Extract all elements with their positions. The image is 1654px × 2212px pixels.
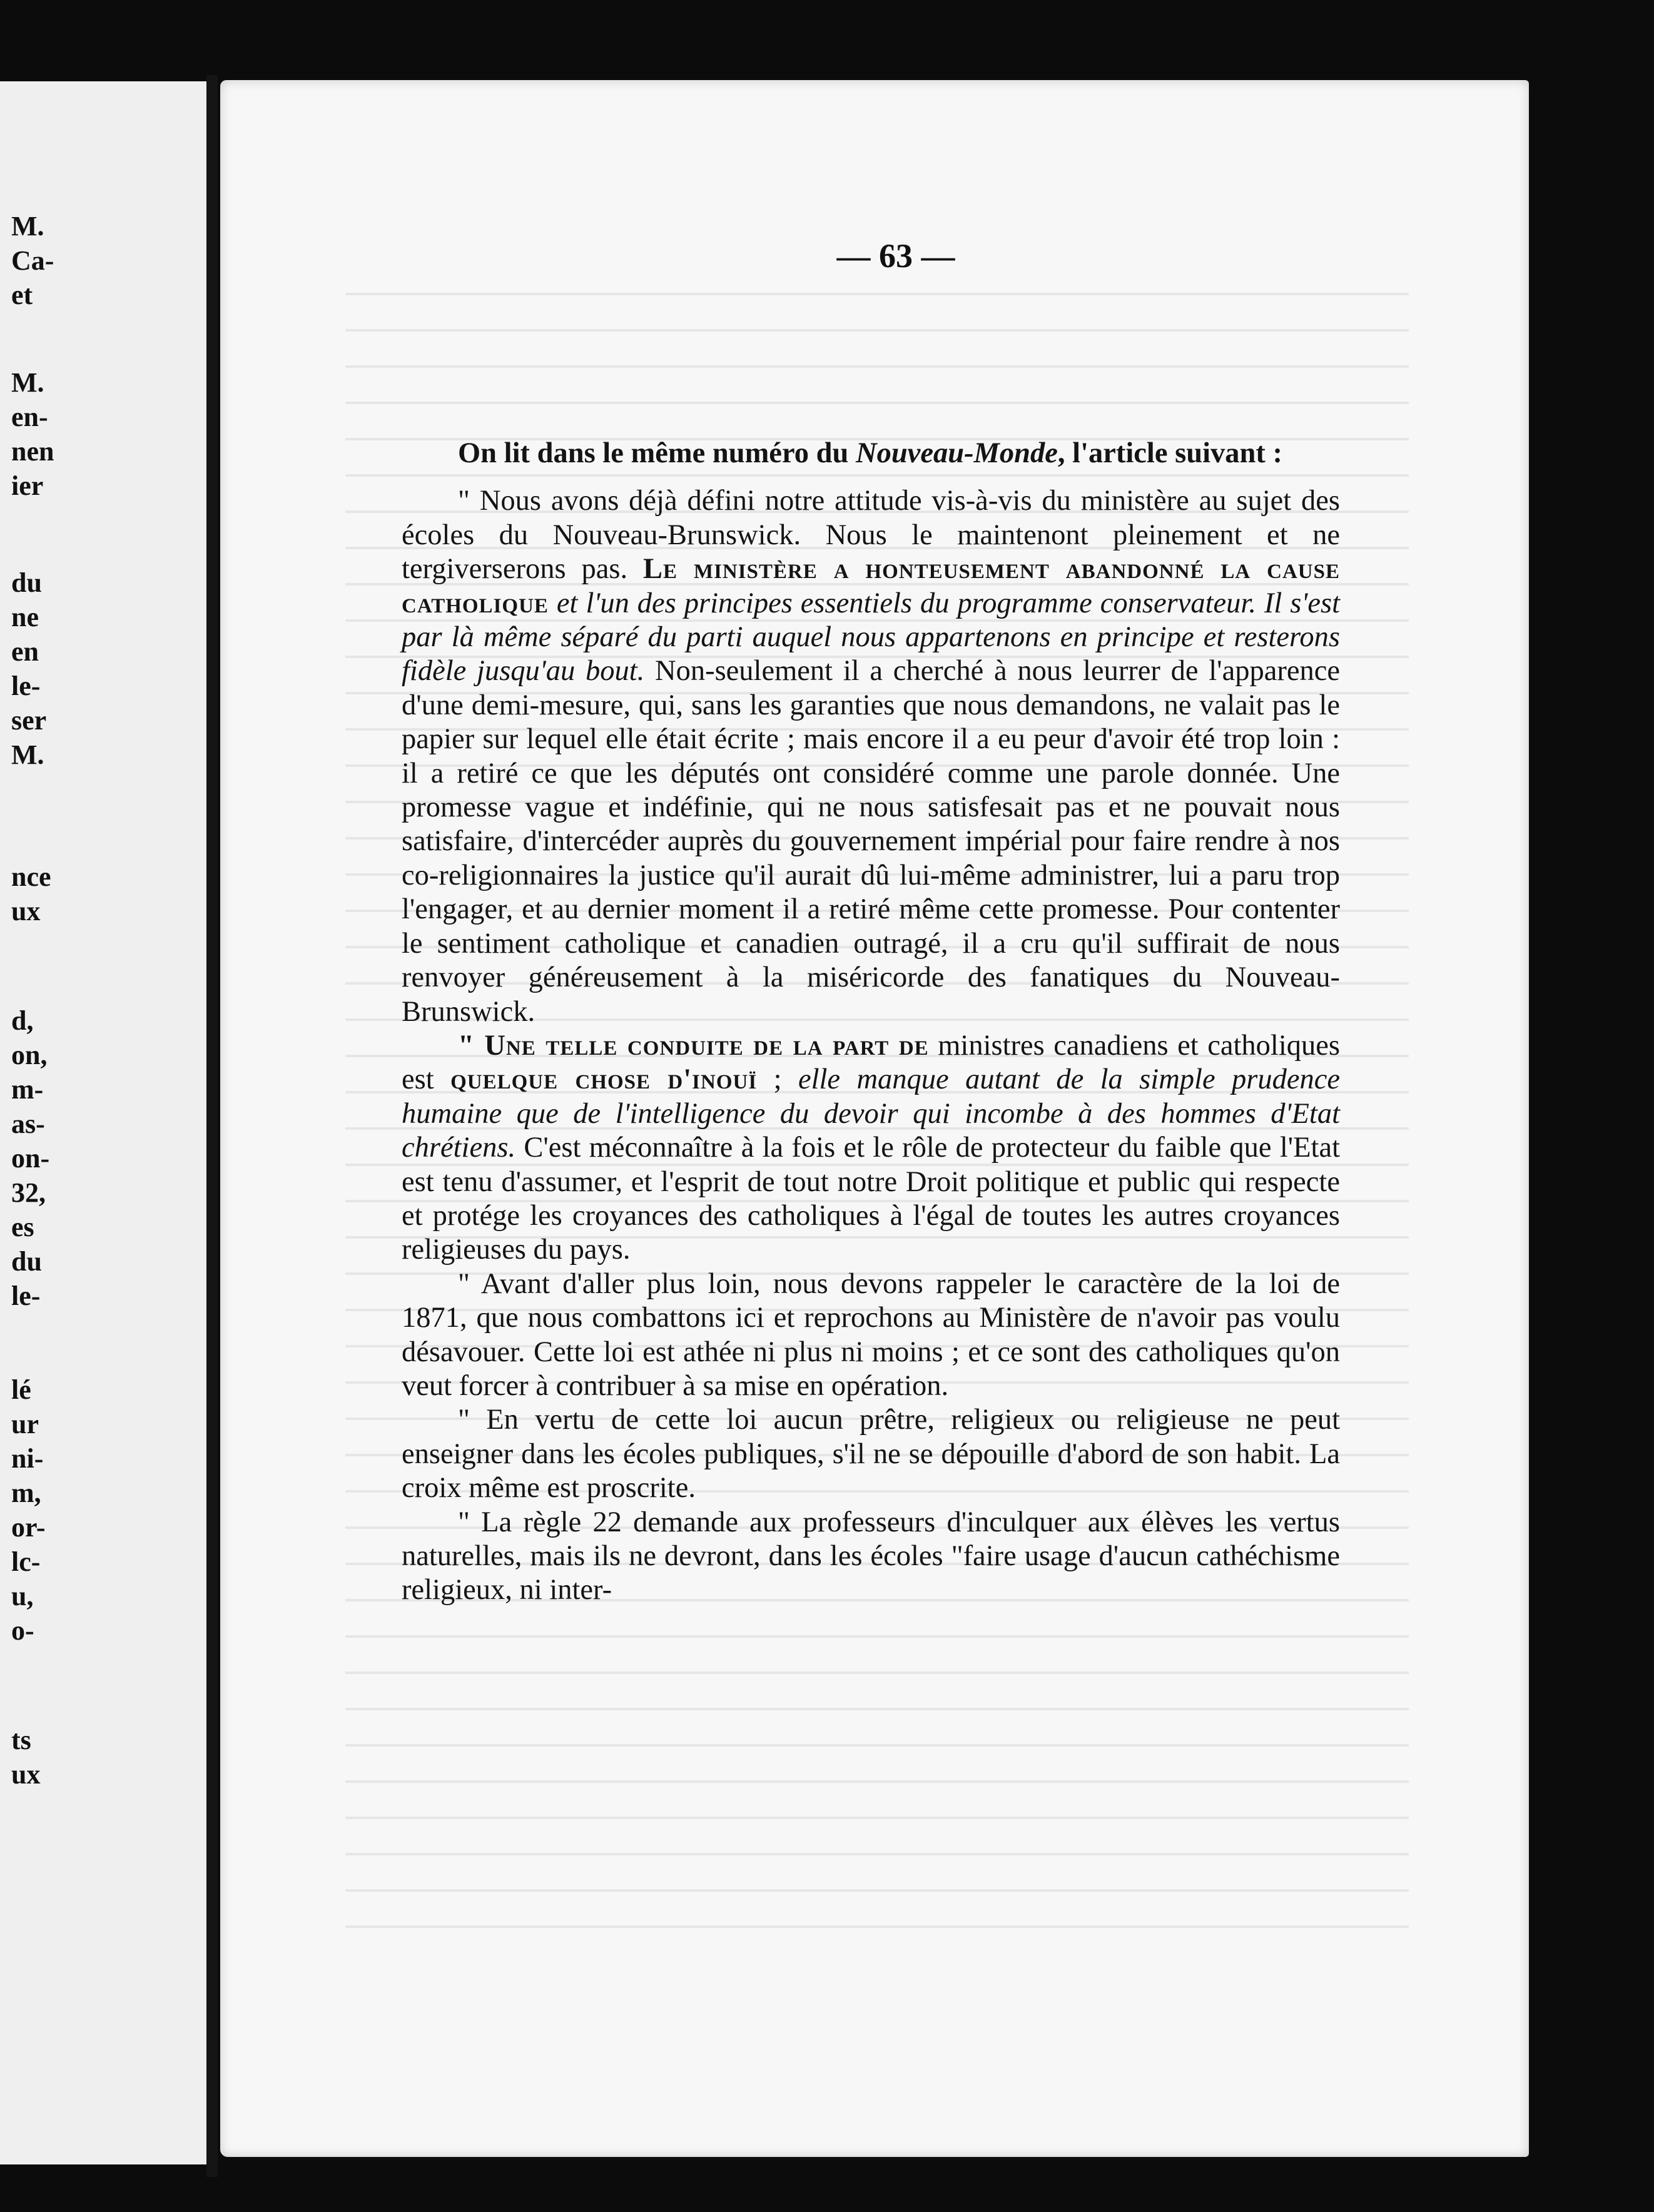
facing-page-fragment: o- bbox=[11, 1615, 34, 1646]
facing-page-fragment: d, bbox=[11, 1005, 34, 1036]
quote-paragraph-1: " Nous avons déjà défini notre attitude vis-à-vis du ministère au sujet des écoles du Nouveau-Brunswick. Nous le maintenont pleinement et ne tergiverserons pas. Le ministère a honteusement abandonné la cause catholique et l'un des principes essentiels du programme conservateur. Il s'est par là même séparé du parti auquel nous appartenons en principe et resterons fidèle jusqu'au bout. Non-seulement il a cherché à nous leurrer de l'apparence d'une demi-mesure, qui, sans les garanties que nous demandons, ne valait pas le papier sur lequel elle était écrite ; mais encore il a eu peur d'avoir été trop loin : il a retiré ce que les députés ont considéré comme une parole donnée. Une promesse vague et indéfinie, qui ne nous satisfesait pas et ne pouvait nous satisfaire, d'intercéder auprès du gouvernement impérial pour faire rendre à nos co-religionnaires la justice qu'il aurait dû lui-même administrer, lui a paru trop l'engager, et au dernier moment il a retiré même cette promesse. Pour contenter le sentiment catholique et canadien outragé, il a cru qu'il suffirait de nous renvoyer généreusement à la miséricorde des fanatiques du Nouveau-Brunswick. bbox=[402, 485, 1340, 1028]
facing-page-fragment: ni- bbox=[11, 1443, 44, 1474]
facing-page-fragment: nce bbox=[11, 861, 51, 892]
facing-page-fragment: m, bbox=[11, 1478, 41, 1508]
facing-page-fragment: lé bbox=[11, 1374, 31, 1405]
newspaper-title: Nouveau-Monde bbox=[855, 437, 1058, 469]
page-body bbox=[402, 437, 1340, 1608]
facing-page-edge bbox=[0, 81, 210, 2164]
facing-page-fragment: du bbox=[11, 567, 42, 598]
facing-page-fragment: or- bbox=[11, 1512, 46, 1543]
facing-page-fragment: lc- bbox=[11, 1546, 41, 1577]
facing-page-fragment: Ca- bbox=[11, 245, 54, 276]
quote-paragraph-2: " Une telle conduite de la part de ministres canadiens et catholiques est quelque chose d'inouï ; elle manque autant de la simple prudence humaine que de l'intelligence du devoir qui incombe à des hommes d'Etat chrétiens. C'est méconnaître à la fois et le rôle de protecteur du faible que l'Etat est tenu d'assumer, et l'esprit de tout notre Droit politique et public qui respecte et protége les croyances des catholiques à l'égal de toutes les autres croyances religieuses du pays. bbox=[402, 1029, 1340, 1266]
facing-page-fragment: ser bbox=[11, 705, 47, 736]
facing-page-fragment: nen bbox=[11, 436, 54, 467]
facing-page-fragment: m- bbox=[11, 1074, 44, 1105]
facing-page-fragment: on, bbox=[11, 1040, 48, 1070]
facing-page-fragment: ier bbox=[11, 470, 44, 501]
intro-paragraph: On lit dans le même numéro du Nouveau-Monde, l'article suivant : bbox=[458, 437, 1282, 469]
quote-paragraph-4: " En vertu de cette loi aucun prêtre, religieux ou religieuse ne peut enseigner dans les écoles publiques, s'il ne se dépouille d'abord de son habit. La croix même est proscrite. bbox=[402, 1404, 1340, 1504]
facing-page-fragment: M. bbox=[11, 739, 44, 770]
facing-page-fragment: as- bbox=[11, 1109, 45, 1139]
facing-page-fragment: u, bbox=[11, 1581, 34, 1611]
facing-page-fragment: es bbox=[11, 1212, 34, 1242]
facing-page-fragment: le- bbox=[11, 1281, 41, 1311]
book-gutter bbox=[206, 75, 218, 2177]
quote-paragraph-5: " La règle 22 demande aux professeurs d'inculquer aux élèves les vertus naturelles, mais ils ne devront, dans les écoles "faire usage d'aucun cathéchisme religieux, ni inter- bbox=[402, 1506, 1340, 1606]
facing-page-fragment: ne bbox=[11, 602, 39, 632]
facing-page-fragment: le- bbox=[11, 671, 41, 701]
facing-page-fragment: ux bbox=[11, 1759, 41, 1790]
facing-page-fragment: du bbox=[11, 1246, 42, 1277]
facing-page-fragment: ur bbox=[11, 1409, 39, 1439]
facing-page-fragment: en- bbox=[11, 402, 48, 432]
facing-page-fragment: ts bbox=[11, 1725, 31, 1755]
facing-page-fragment: 32, bbox=[11, 1177, 46, 1208]
facing-page-fragment: M. bbox=[11, 211, 44, 241]
page-number: — 63 — bbox=[836, 237, 955, 275]
quote-paragraph-3: " Avant d'aller plus loin, nous devons rappeler le caractère de la loi de 1871, que nous combattons ici et reprochons au Ministère de n'avoir pas voulu désavouer. Cette loi est athée ni plus ni moins ; et ce sont des catholiques qu'on veut forcer à contribuer à sa mise en opération. bbox=[402, 1267, 1340, 1402]
facing-page-fragment: M. bbox=[11, 367, 44, 398]
facing-page-fragment: on- bbox=[11, 1143, 50, 1174]
book-page bbox=[220, 80, 1529, 2157]
facing-page-fragment: ux bbox=[11, 896, 41, 926]
facing-page-fragment: en bbox=[11, 636, 39, 667]
facing-page-fragment: et bbox=[11, 280, 33, 310]
